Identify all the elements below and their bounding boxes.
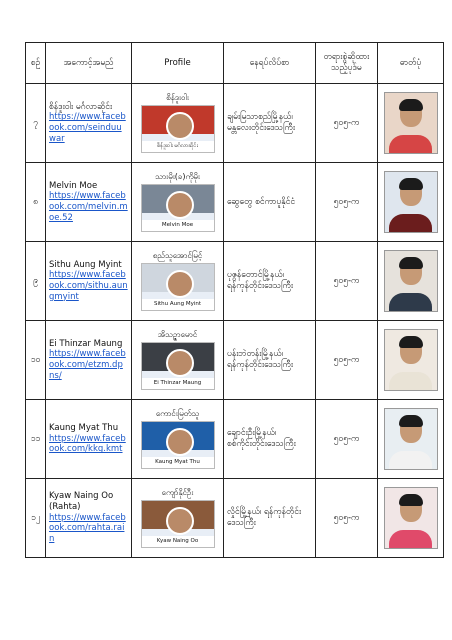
profile-caption: Melvin Moe xyxy=(142,220,214,231)
profile-cell xyxy=(132,242,224,321)
profile-caption: Kaung Myat Thu xyxy=(142,457,214,468)
header-profile: Profile xyxy=(132,43,224,84)
table-row xyxy=(26,242,444,321)
facebook-link[interactable]: https://www.facebook.com/kkg.kmt xyxy=(49,433,126,455)
header-photo: ဓာတ်ပုံ xyxy=(378,43,444,84)
header-address: နေရပ်လိပ်စာ xyxy=(224,43,316,84)
photo-cell xyxy=(378,400,444,479)
section-cell: ၅၀၅-က xyxy=(316,321,378,400)
row-number: ၁၀ xyxy=(26,321,46,400)
photo-cell xyxy=(378,242,444,321)
profile-name: စိန်ဒူးဝါး xyxy=(166,93,189,102)
profile-screenshot xyxy=(141,342,215,390)
header-no: စဉ် xyxy=(26,43,46,84)
row-number: ၈ xyxy=(26,163,46,242)
profile-name: ကျော်နိုင်ဦး xyxy=(161,488,194,497)
profile-name: စည်သူအောင်မြင့် xyxy=(152,251,203,260)
photo-hair xyxy=(399,257,423,269)
photo-shirt xyxy=(389,135,433,154)
photo-hair xyxy=(399,415,423,427)
photo-shirt xyxy=(389,293,433,312)
avatar xyxy=(166,191,194,219)
section-cell: ၅၀၅-က xyxy=(316,84,378,163)
profile-screenshot xyxy=(141,105,215,153)
avatar xyxy=(166,507,194,535)
header-account: အကောင့်အမည် xyxy=(46,43,132,84)
photo-cell xyxy=(378,163,444,242)
profile-cell xyxy=(132,479,224,558)
photo-shirt xyxy=(389,214,433,233)
person-photo xyxy=(384,171,438,233)
avatar xyxy=(166,349,194,377)
account-cell xyxy=(46,242,132,321)
photo-shirt xyxy=(389,372,433,391)
profile-name: သားမိုး(ခ)ကိုမိုး xyxy=(155,172,200,181)
facebook-link[interactable]: https://www.facebook.com/seinduuwar xyxy=(49,112,126,144)
profile-caption: Ei Thinzar Maung xyxy=(142,378,214,389)
section-cell: ၅၀၅-က xyxy=(316,242,378,321)
table-row xyxy=(26,321,444,400)
table-row xyxy=(26,84,444,163)
row-number: ၇ xyxy=(26,84,46,163)
account-name: စိန်ဒူးဝါး မင်္ဂလာဆိုင်း xyxy=(49,101,113,112)
account-cell xyxy=(46,400,132,479)
account-name: Kyaw Naing Oo (Rahta) xyxy=(49,491,114,513)
row-number: ၁၂ xyxy=(26,479,46,558)
profile-screenshot xyxy=(141,500,215,548)
person-photo xyxy=(384,92,438,154)
defendant-table xyxy=(25,42,444,558)
profile-screenshot xyxy=(141,263,215,311)
account-name: Kaung Myat Thu xyxy=(49,423,119,434)
section-cell: ၅၀၅-က xyxy=(316,479,378,558)
profile-caption: Sithu Aung Myint xyxy=(142,299,214,310)
address-cell: ချောင်းဦးမြို့နယ်၊ စစ်ကိုင်းတိုင်းဒေသကြီး xyxy=(224,400,316,479)
table-row xyxy=(26,163,444,242)
address-cell: ဆွေတွေ စင်ကာပူနိုင်ငံ xyxy=(224,163,316,242)
person-photo xyxy=(384,250,438,312)
photo-hair xyxy=(399,178,423,190)
profile-cell xyxy=(132,163,224,242)
account-name: Sithu Aung Myint xyxy=(49,259,122,270)
photo-cell xyxy=(378,84,444,163)
row-number: ၁၁ xyxy=(26,400,46,479)
row-number: ၉ xyxy=(26,242,46,321)
person-photo xyxy=(384,329,438,391)
table-row xyxy=(26,400,444,479)
address-cell: ချမ်းမြသာစည်မြို့နယ်၊ မန္တလေးတိုင်းဒေသကြီး xyxy=(224,84,316,163)
account-name: Ei Thinzar Maung xyxy=(49,338,123,349)
profile-caption: စိန်ဒူးဝါး မင်္ဂလာဆိုင်း xyxy=(142,141,214,152)
profile-cell xyxy=(132,321,224,400)
facebook-link[interactable]: https://www.facebook.com/rahta.rain xyxy=(49,512,126,544)
photo-hair xyxy=(399,99,423,111)
address-cell: လှိုင်မြို့နယ်၊ ရန်ကုန်တိုင်းဒေသကြီး xyxy=(224,479,316,558)
photo-shirt xyxy=(389,530,433,549)
photo-hair xyxy=(399,494,423,506)
profile-name: အိသဉ္ဇာမောင် xyxy=(157,330,198,339)
section-cell: ၅၀၅-က xyxy=(316,163,378,242)
account-cell xyxy=(46,84,132,163)
account-cell xyxy=(46,479,132,558)
photo-cell xyxy=(378,479,444,558)
profile-caption: Kyaw Naing Oo xyxy=(142,536,214,547)
avatar xyxy=(166,270,194,298)
photo-shirt xyxy=(389,451,433,470)
photo-cell xyxy=(378,321,444,400)
avatar xyxy=(166,112,194,140)
profile-name: ကောင်းမြတ်သူ xyxy=(155,409,200,418)
avatar xyxy=(166,428,194,456)
account-name: Melvin Moe xyxy=(49,180,98,191)
header-section: တရားစွဲဆိုထား သည့်ပုဒ်မ xyxy=(316,43,378,84)
profile-cell xyxy=(132,400,224,479)
facebook-link[interactable]: https://www.facebook.com/melvin.moe.52 xyxy=(49,191,128,223)
facebook-link[interactable]: https://www.facebook.com/etzm.dpns/ xyxy=(49,349,126,381)
person-photo xyxy=(384,408,438,470)
table-header-row xyxy=(26,43,444,84)
table-row xyxy=(26,479,444,558)
profile-cell xyxy=(132,84,224,163)
section-cell: ၅၀၅-က xyxy=(316,400,378,479)
person-photo xyxy=(384,487,438,549)
profile-screenshot xyxy=(141,184,215,232)
account-cell xyxy=(46,163,132,242)
photo-hair xyxy=(399,336,423,348)
profile-screenshot xyxy=(141,421,215,469)
account-cell xyxy=(46,321,132,400)
address-cell: ပုဇွန်တောင်မြို့နယ်၊ ရန်ကုန်တိုင်းဒေသကြီး xyxy=(224,242,316,321)
facebook-link[interactable]: https://www.facebook.com/sithu.aungmyint xyxy=(49,270,128,302)
address-cell: ပန်းဘဲတန်းမြို့နယ်၊ ရန်ကုန်တိုင်းဒေသကြီး xyxy=(224,321,316,400)
